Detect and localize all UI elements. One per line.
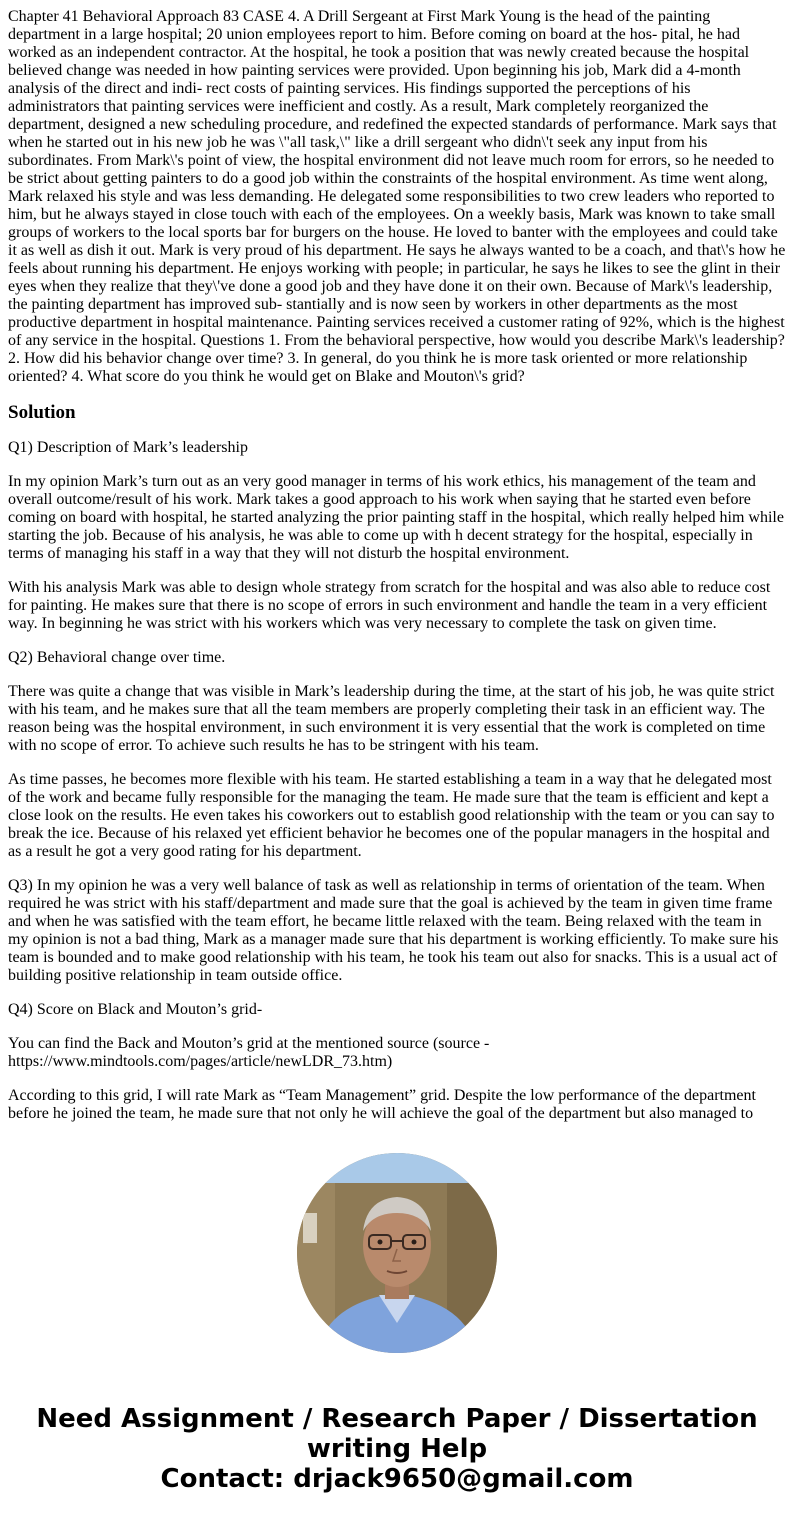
case-question-text: Chapter 41 Behavioral Approach 83 CASE 4. A Drill Sergeant at First Mark Young is the head of the painting department in a large hospital; 20 union employees report to him. Before coming on board at the hos- pital, he had worked as an independent contractor. At the hospital, he took a position that was newly created because the hospital believed change was needed in how painting services were provided. Upon beginning his job, Mark did a 4-month analysis of the direct and indi- rect costs of painting services. His findings supported the perceptions of his administrators that painting services were inefficient and costly. As a result, Mark completely reorganized the department, designed a new scheduling procedure, and redefined the expected standards of performance. Mark says that when he started out in his new job he was \"all task,\" like a drill sergeant who didn\'t seek any input from his subordinates. From Mark\'s point of view, the hospital environment did not leave much room for errors, so he needed to be strict about getting painters to do a good job within the constraints of the hospital environment. As time went along, Mark relaxed his style and was less demanding. He delegated some responsibilities to two crew leaders who reported to him, but he always stayed in close touch with each of the employees. On a weekly basis, Mark was known to take small groups of workers to the local sports bar for burgers on the house. He loved to banter with the employees and could take it as well as dish it out. Mark is very proud of his department. He says he always wanted to be a coach, and that\'s how he feels about running his department. He enjoys working with people; in particular, he says he likes to see the glint in their eyes when they realize that they\'ve done a good job and they have done it on their own. Because of Mark\'s leadership, the painting department has improved sub- stantially and is now seen by workers in other departments as the most productive department in hospital maintenance. Painting services received a customer rating of 92%, which is the highest of any service in the hospital. Questions 1. From the behavioral perspective, how would you describe Mark\'s leadership? 2. How did his behavior change over time? 3. In general, do you think he is more task oriented or more relationship oriented? 4. What score do you think he would get on Blake and Mouton\'s grid?	[8, 8, 786, 385]
promo-line-1: Need Assignment / Research Paper / Dissertation	[36, 1404, 758, 1434]
answer-q2-heading: Q2) Behavioral change over time.	[8, 649, 226, 666]
answer-q3-paragraph: Q3) In my opinion he was a very well balance of task as well as relationship in terms of orientation of the team. When required he was strict with his staff/department and made sure that the goal is achieved by the team in given time frame and when he was satisfied with the team effort, he became little relaxed with the team. Being relaxed with the team in my opinion is not a bad thing, Mark as a manager made sure that his department is working efficiently. To make sure his team is bounded and to make good relationship with his team, he took his team out also for snacks. This is a usual act of building positive relationship in team outside office.	[8, 877, 779, 984]
answer-q1-heading: Q1) Description of Mark’s leadership	[8, 439, 248, 456]
answer-q2-paragraph-2: As time passes, he becomes more flexible with his team. He started establishing a team in a way that he delegated most of the work and became fully responsible for the managing the team. He made sure that the team is efficient and kept a close look on the results. He even takes his coworkers out to establish good relationship with the team or you can say to break the ice. Because of his relaxed yet efficient behavior he becomes one of the popular managers in the hospital and as a result he got a very good rating for his department.	[8, 771, 775, 860]
answer-q1-paragraph-1: In my opinion Mark’s turn out as an very good manager in terms of his work ethics, his management of the team and overall outcome/result of his work. Mark takes a good approach to his work when saying that he started even before coming on board with hospital, he started analyzing the prior painting staff in the hospital, which really helped him while starting the job. Because of his analysis, he was able to come up with h decent strategy for the hospital, especially in terms of managing his staff in a way that they will not disturb the hospital environment.	[8, 473, 784, 562]
promo-banner	[0, 1404, 794, 1494]
answer-q1-paragraph-2: With his analysis Mark was able to design whole strategy from scratch for the hospital and was also able to reduce cost for painting. He makes sure that there is no scope of errors in such environment and handle the team in a very efficient way. In beginning he was strict with his workers which was very necessary to complete the task on given time.	[8, 579, 771, 632]
answer-q4-source: You can find the Back and Mouton’s grid at the mentioned source (source - https://www.mindtools.com/pages/article/newLDR_73.htm)	[8, 1035, 490, 1070]
author-portrait-image	[297, 1153, 497, 1353]
answer-q2-paragraph-1: There was quite a change that was visible in Mark’s leadership during the time, at the start of his job, he was quite strict with his team, and he makes sure that all the team members are properly completing their task in an efficient way. The reason being was the hospital environment, in such environment it is very essential that the work is completed on time with no scope of error. To achieve such results he has to be stringent with his team.	[8, 683, 775, 754]
answer-q4-paragraph: According to this grid, I will rate Mark as “Team Management” grid. Despite the low performance of the department before he joined the team, he made sure that not only he will achieve the goal of the department but also managed to	[8, 1087, 756, 1122]
promo-line-2: writing Help	[306, 1434, 488, 1464]
promo-contact-email: Contact: drjack9650@gmail.com	[160, 1464, 634, 1494]
document-body	[8, 8, 786, 1124]
author-avatar	[297, 1153, 497, 1353]
answer-q4-heading: Q4) Score on Black and Mouton’s grid-	[8, 1001, 263, 1018]
solution-heading: Solution	[8, 402, 76, 423]
